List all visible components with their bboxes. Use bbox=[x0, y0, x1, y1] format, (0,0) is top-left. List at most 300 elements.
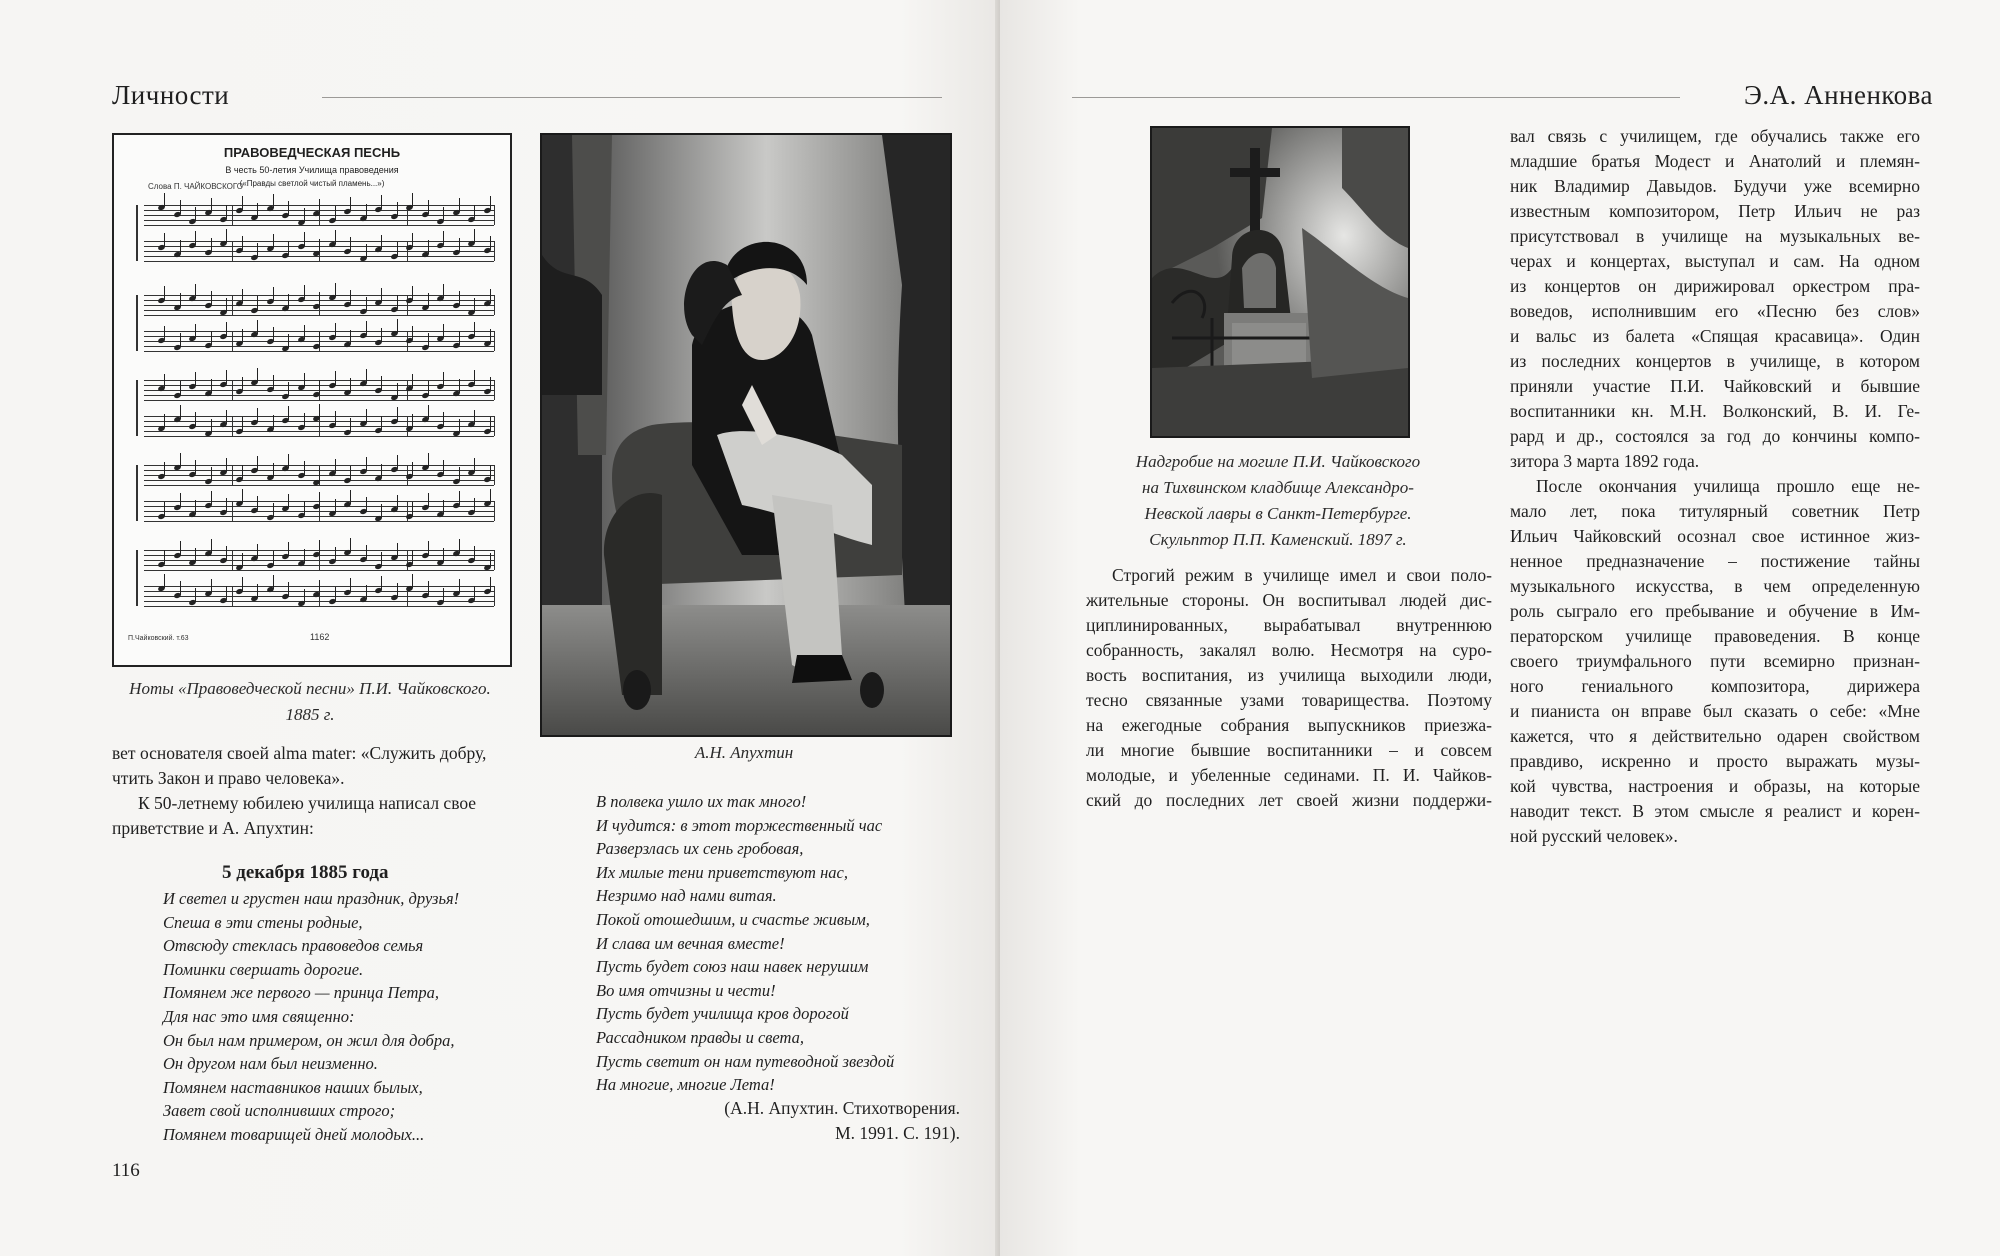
note-stem bbox=[288, 494, 289, 508]
note-stem bbox=[350, 538, 351, 552]
note-stem bbox=[257, 456, 258, 470]
bar-line bbox=[407, 241, 408, 261]
note-stem bbox=[366, 204, 367, 218]
caption-line: Надгробие на могиле П.И. Чайковского bbox=[1135, 452, 1421, 471]
bar-line bbox=[232, 416, 233, 436]
body-line: из последних концертов в училище, в котором bbox=[1510, 351, 1920, 371]
note-stem bbox=[350, 330, 351, 344]
note-stem bbox=[350, 378, 351, 392]
note-stem bbox=[459, 579, 460, 593]
bar-line bbox=[494, 416, 495, 436]
note-stem bbox=[366, 244, 367, 258]
note-stem bbox=[319, 199, 320, 213]
note-stem bbox=[335, 587, 336, 601]
note-stem bbox=[164, 374, 165, 388]
poem-line: Пусть светит он нам путеводной звездой bbox=[596, 1051, 895, 1071]
note-stem bbox=[242, 377, 243, 391]
note-stem bbox=[397, 319, 398, 333]
note-stem bbox=[180, 453, 181, 467]
note-stem bbox=[288, 542, 289, 556]
note-stem bbox=[350, 290, 351, 304]
body-line: молодые, и убеленные сединами. П. И. Чайков- bbox=[1086, 765, 1492, 785]
note-stem bbox=[381, 328, 382, 342]
music-staff bbox=[144, 241, 494, 261]
body-line: чтить Закон и право человека». bbox=[112, 768, 345, 788]
note-stem bbox=[226, 410, 227, 424]
note-stem bbox=[443, 207, 444, 221]
note-stem bbox=[428, 200, 429, 214]
note-stem bbox=[459, 539, 460, 553]
note-stem bbox=[490, 577, 491, 591]
note-stem bbox=[257, 243, 258, 257]
note-stem bbox=[319, 380, 320, 394]
note-stem bbox=[195, 588, 196, 602]
note-stem bbox=[428, 581, 429, 595]
staff-line bbox=[144, 351, 494, 352]
header-rule-right bbox=[1072, 97, 1680, 98]
note-stem bbox=[242, 289, 243, 303]
note-stem bbox=[366, 297, 367, 311]
body-line: кажется, что я действительно одарен свойством bbox=[1510, 726, 1920, 746]
note-stem bbox=[195, 500, 196, 514]
music-staff bbox=[144, 550, 494, 570]
note-stem bbox=[180, 200, 181, 214]
grave-photo bbox=[1150, 126, 1410, 438]
note-stem bbox=[211, 331, 212, 345]
note-stem bbox=[211, 198, 212, 212]
music-staff bbox=[144, 331, 494, 351]
note-stem bbox=[490, 489, 491, 503]
note-stem bbox=[397, 583, 398, 597]
portrait-image bbox=[542, 135, 950, 735]
note-stem bbox=[428, 541, 429, 555]
note-stem bbox=[211, 379, 212, 393]
note-stem bbox=[397, 407, 398, 421]
note-stem bbox=[288, 201, 289, 215]
note-stem bbox=[412, 414, 413, 428]
note-stem bbox=[443, 500, 444, 514]
bar-line bbox=[494, 586, 495, 606]
running-head-left: Личности bbox=[112, 80, 230, 110]
note-stem bbox=[490, 289, 491, 303]
note-stem bbox=[474, 229, 475, 243]
note-stem bbox=[412, 193, 413, 207]
note-stem bbox=[211, 579, 212, 593]
note-stem bbox=[242, 553, 243, 567]
note-stem bbox=[288, 382, 289, 396]
note-stem bbox=[350, 466, 351, 480]
body-line: вость воспитания, из училища выходили люди, bbox=[1086, 665, 1492, 685]
poem-line: Завет свой исполнивших строго; bbox=[163, 1101, 396, 1121]
note-stem bbox=[335, 323, 336, 337]
body-line: циплинированных, вырабатывал внутреннюю bbox=[1086, 615, 1492, 635]
poem-line: Поминки свершать дорогие. bbox=[163, 959, 364, 979]
note-stem bbox=[381, 376, 382, 390]
note-stem bbox=[304, 589, 305, 603]
music-staff bbox=[144, 416, 494, 436]
note-stem bbox=[164, 574, 165, 588]
note-stem bbox=[397, 242, 398, 256]
body-line: ненное предназначение – постижение тайны bbox=[1510, 551, 1920, 571]
body-line: зитора 3 марта 1892 года. bbox=[1510, 451, 1700, 471]
note-stem bbox=[288, 241, 289, 255]
note-stem bbox=[459, 419, 460, 433]
note-stem bbox=[319, 404, 320, 418]
note-stem bbox=[164, 233, 165, 247]
note-stem bbox=[490, 417, 491, 431]
note-stem bbox=[490, 465, 491, 479]
staff-line bbox=[144, 570, 494, 571]
body-line: мало лет, пока титулярный советник Петр bbox=[1510, 501, 1920, 521]
poem-line: Помянем товарищей дней молодых... bbox=[163, 1124, 425, 1144]
note-stem bbox=[474, 498, 475, 512]
note-stem bbox=[335, 230, 336, 244]
note-stem bbox=[474, 458, 475, 472]
note-stem bbox=[211, 539, 212, 553]
note-stem bbox=[412, 502, 413, 516]
note-stem bbox=[459, 491, 460, 505]
note-stem bbox=[242, 417, 243, 431]
right-page bbox=[1000, 0, 2000, 1256]
score-credit: Слова П. ЧАЙКОВСКОГО bbox=[148, 182, 243, 191]
note-stem bbox=[397, 202, 398, 216]
note-stem bbox=[304, 461, 305, 475]
note-stem bbox=[319, 580, 320, 594]
bar-line bbox=[494, 331, 495, 351]
note-stem bbox=[490, 196, 491, 210]
note-stem bbox=[180, 240, 181, 254]
citation-line-2: М. 1991. С. 191). bbox=[835, 1123, 960, 1143]
body-line: ник Владимир Давыдов. Будучи уже всемирно bbox=[1510, 176, 1920, 196]
note-stem bbox=[226, 205, 227, 219]
staff-line bbox=[144, 436, 494, 437]
poem-line: И слава им вечная вместе! bbox=[596, 933, 785, 953]
note-stem bbox=[226, 322, 227, 336]
note-stem bbox=[180, 333, 181, 347]
note-stem bbox=[180, 381, 181, 395]
note-stem bbox=[304, 413, 305, 427]
note-stem bbox=[164, 414, 165, 428]
note-stem bbox=[211, 238, 212, 252]
note-stem bbox=[257, 544, 258, 558]
score-title: ПРАВОВЕДЧЕСКАЯ ПЕСНЬ bbox=[223, 145, 401, 160]
grave-caption bbox=[1098, 449, 1458, 553]
note-stem bbox=[474, 298, 475, 312]
poem-line: Отвсюду стеклась правоведов семья bbox=[163, 936, 424, 956]
poem-line: Пусть будет союз наш навек нерушим bbox=[596, 957, 869, 977]
note-stem bbox=[381, 552, 382, 566]
note-stem bbox=[397, 495, 398, 509]
note-stem bbox=[490, 377, 491, 391]
body-column-2 bbox=[1510, 124, 1920, 849]
music-staff bbox=[144, 501, 494, 521]
note-stem bbox=[180, 581, 181, 595]
staff-line bbox=[144, 225, 494, 226]
note-stem bbox=[304, 501, 305, 515]
body-line: ной русский человек». bbox=[1510, 826, 1678, 846]
note-stem bbox=[335, 371, 336, 385]
note-stem bbox=[366, 409, 367, 423]
caption-line: Скульптор П.П. Каменский. 1897 г. bbox=[1149, 530, 1407, 549]
bar-line bbox=[494, 295, 495, 315]
note-stem bbox=[164, 550, 165, 564]
note-stem bbox=[443, 548, 444, 562]
staff-line bbox=[144, 261, 494, 262]
note-stem bbox=[459, 467, 460, 481]
note-stem bbox=[304, 232, 305, 246]
page-number: 116 bbox=[112, 1160, 140, 1181]
note-stem bbox=[397, 295, 398, 309]
body-line: младшие братья Модест и Анатолий и племян- bbox=[1510, 151, 1920, 171]
note-stem bbox=[443, 284, 444, 298]
poem-line: Помянем же первого — принца Петра, bbox=[163, 983, 440, 1003]
score-caption-line-2: 1885 г. bbox=[285, 705, 335, 724]
note-stem bbox=[397, 455, 398, 469]
body-line: своего триумфального пути всемирно признан- bbox=[1510, 651, 1920, 671]
staff-line bbox=[144, 606, 494, 607]
poem-line: Он был нам примером, он жил для добра, bbox=[163, 1030, 455, 1050]
poem-line: И чудится: в этот торжественный час bbox=[596, 815, 883, 835]
note-stem bbox=[195, 324, 196, 338]
note-stem bbox=[195, 284, 196, 298]
body-line: рард и др., состоялся за год до кончины компо- bbox=[1510, 426, 1920, 446]
note-stem bbox=[366, 457, 367, 471]
body-line: приветствие и А. Апухтин: bbox=[112, 818, 314, 838]
poem-line: Спеша в эти стены родные, bbox=[163, 912, 363, 932]
poem-line: В полвека ушло их так много! bbox=[596, 792, 807, 811]
note-stem bbox=[164, 286, 165, 300]
note-stem bbox=[242, 196, 243, 210]
body-line: тесно связанные узами товарищества. Поэтому bbox=[1086, 690, 1492, 710]
note-stem bbox=[180, 293, 181, 307]
note-stem bbox=[195, 231, 196, 245]
note-stem bbox=[257, 203, 258, 217]
bar-line bbox=[232, 465, 233, 485]
body-line: присутствовал в училище на музыкальных ве- bbox=[1510, 226, 1920, 246]
poem-title: 5 декабря 1885 года bbox=[222, 862, 389, 883]
staff-line bbox=[144, 400, 494, 401]
poem-line: Для нас это имя священно: bbox=[163, 1006, 355, 1026]
note-stem bbox=[366, 369, 367, 383]
body-line: кой чувства, настроения и образы, на которые bbox=[1510, 776, 1920, 796]
note-stem bbox=[226, 298, 227, 312]
note-stem bbox=[412, 326, 413, 340]
note-stem bbox=[226, 498, 227, 512]
poem-line: Он другом нам был неизменно. bbox=[163, 1054, 378, 1074]
note-stem bbox=[319, 239, 320, 253]
staff-brace bbox=[136, 501, 138, 521]
note-stem bbox=[366, 585, 367, 599]
note-stem bbox=[180, 493, 181, 507]
note-stem bbox=[381, 504, 382, 518]
note-stem bbox=[335, 499, 336, 513]
note-stem bbox=[490, 236, 491, 250]
note-stem bbox=[350, 197, 351, 211]
note-stem bbox=[273, 463, 274, 477]
note-stem bbox=[428, 240, 429, 254]
bar-line bbox=[232, 241, 233, 261]
note-stem bbox=[428, 453, 429, 467]
body-line: Ильич Чайковский осознал свое истинное жиз- bbox=[1510, 526, 1920, 546]
body-line: К 50-летнему юбилею училища написал свое bbox=[138, 793, 477, 813]
note-stem bbox=[257, 408, 258, 422]
staff-line bbox=[144, 315, 494, 316]
note-stem bbox=[195, 207, 196, 221]
note-stem bbox=[273, 375, 274, 389]
note-stem bbox=[381, 288, 382, 302]
bar-line bbox=[494, 501, 495, 521]
note-stem bbox=[350, 490, 351, 504]
music-score bbox=[112, 133, 512, 667]
note-stem bbox=[211, 291, 212, 305]
citation-line-1: (А.Н. Апухтин. Стихотворения. bbox=[724, 1098, 960, 1118]
bar-line bbox=[232, 501, 233, 521]
note-stem bbox=[335, 459, 336, 473]
score-caption-line-1: Ноты «Правоведческой песни» П.И. Чайковского. bbox=[129, 679, 491, 698]
note-stem bbox=[397, 383, 398, 397]
note-stem bbox=[428, 493, 429, 507]
note-stem bbox=[195, 372, 196, 386]
note-stem bbox=[366, 321, 367, 335]
music-staff bbox=[144, 295, 494, 315]
note-stem bbox=[288, 454, 289, 468]
note-stem bbox=[335, 283, 336, 297]
staff-brace bbox=[136, 416, 138, 436]
body-line: собранность, закалял волю. Несмотря на суро- bbox=[1086, 640, 1492, 660]
note-stem bbox=[381, 416, 382, 430]
note-stem bbox=[474, 322, 475, 336]
bar-line bbox=[494, 241, 495, 261]
note-stem bbox=[474, 205, 475, 219]
note-stem bbox=[273, 415, 274, 429]
body-text-left bbox=[112, 741, 512, 841]
note-stem bbox=[428, 405, 429, 419]
note-stem bbox=[335, 547, 336, 561]
score-footer-number: 1162 bbox=[310, 632, 330, 642]
note-stem bbox=[226, 370, 227, 384]
note-stem bbox=[459, 291, 460, 305]
note-stem bbox=[211, 467, 212, 481]
note-stem bbox=[164, 462, 165, 476]
bar-line bbox=[232, 205, 233, 225]
poem-line: Незримо над нами витая. bbox=[596, 886, 777, 906]
note-stem bbox=[366, 497, 367, 511]
note-stem bbox=[474, 410, 475, 424]
body-column-1 bbox=[1086, 563, 1492, 813]
note-stem bbox=[474, 370, 475, 384]
note-stem bbox=[195, 412, 196, 426]
note-stem bbox=[288, 334, 289, 348]
note-stem bbox=[304, 208, 305, 222]
poem-line: Пусть будет училища кров дорогой bbox=[596, 1004, 849, 1024]
note-stem bbox=[474, 586, 475, 600]
note-stem bbox=[319, 332, 320, 346]
note-stem bbox=[412, 462, 413, 476]
body-line: ли многие бывшие воспитанники – и совсем bbox=[1086, 740, 1492, 760]
note-stem bbox=[412, 574, 413, 588]
bar-line bbox=[232, 380, 233, 400]
note-stem bbox=[242, 465, 243, 479]
body-line: на ежегодные собрания выпускников приезжа- bbox=[1086, 715, 1492, 735]
body-line: роль сыграло его пребывание и обучение в Им- bbox=[1510, 601, 1920, 621]
body-line: и вальс из балета «Спящая красавица». Один bbox=[1510, 326, 1920, 346]
note-stem bbox=[211, 419, 212, 433]
grave-image bbox=[1152, 128, 1408, 436]
bar-line bbox=[494, 205, 495, 225]
portrait-photo bbox=[540, 133, 952, 737]
body-line: Строгий режим в училище имел и свои поло- bbox=[1112, 565, 1492, 585]
body-line: После окончания училища прошло еще не- bbox=[1536, 476, 1920, 496]
note-stem bbox=[350, 237, 351, 251]
poem-line: Помянем наставников наших былых, bbox=[163, 1077, 423, 1097]
score-caption bbox=[112, 676, 508, 728]
staff-line bbox=[144, 485, 494, 486]
note-stem bbox=[319, 492, 320, 506]
note-stem bbox=[164, 502, 165, 516]
score-subtitle: В честь 50-летия Училища правоведения bbox=[225, 165, 399, 175]
note-stem bbox=[459, 379, 460, 393]
bar-line bbox=[232, 331, 233, 351]
note-stem bbox=[273, 194, 274, 208]
note-stem bbox=[273, 327, 274, 341]
poem-line: Разверзлась их сень гробовая, bbox=[596, 839, 804, 859]
note-stem bbox=[226, 546, 227, 560]
note-stem bbox=[257, 296, 258, 310]
body-line: ного гениального композитора, дирижера bbox=[1510, 676, 1920, 696]
note-stem bbox=[226, 586, 227, 600]
staff-brace bbox=[136, 241, 138, 261]
header-rule-left bbox=[322, 97, 942, 98]
note-stem bbox=[257, 368, 258, 382]
note-stem bbox=[381, 195, 382, 209]
music-staff bbox=[144, 205, 494, 225]
bar-line bbox=[232, 586, 233, 606]
note-stem bbox=[459, 198, 460, 212]
note-stem bbox=[428, 381, 429, 395]
note-stem bbox=[242, 489, 243, 503]
body-line: воведов, исполнившим его «Песню без слов» bbox=[1510, 301, 1920, 321]
note-stem bbox=[273, 503, 274, 517]
note-stem bbox=[226, 458, 227, 472]
body-line: жительные стороны. Он воспитывал людей дис- bbox=[1086, 590, 1492, 610]
note-stem bbox=[335, 206, 336, 220]
body-line: ский до последних лет своей жизни поддержи- bbox=[1086, 790, 1492, 810]
note-stem bbox=[273, 551, 274, 565]
staff-brace bbox=[136, 331, 138, 351]
note-stem bbox=[319, 540, 320, 554]
note-stem bbox=[381, 576, 382, 590]
note-stem bbox=[443, 231, 444, 245]
bar-line bbox=[232, 550, 233, 570]
note-stem bbox=[288, 406, 289, 420]
poem-column-1 bbox=[163, 887, 459, 1147]
note-stem bbox=[335, 411, 336, 425]
body-line: наводит текст. В этом смысле я реалист и корен- bbox=[1510, 801, 1920, 821]
note-stem bbox=[459, 238, 460, 252]
staff-line bbox=[144, 521, 494, 522]
body-line: вет основателя своей alma mater: «Служить добру, bbox=[112, 743, 487, 763]
poem-line: Во имя отчизны и чести! bbox=[596, 980, 776, 1000]
note-stem bbox=[412, 550, 413, 564]
note-stem bbox=[319, 292, 320, 306]
note-stem bbox=[304, 325, 305, 339]
note-stem bbox=[443, 372, 444, 386]
body-line: правдиво, искренно и просто выражать музы- bbox=[1510, 751, 1920, 771]
note-stem bbox=[443, 324, 444, 338]
caption-line: Невской лавры в Санкт-Петербурге. bbox=[1144, 504, 1412, 523]
note-stem bbox=[226, 229, 227, 243]
body-line: и пианиста он вправе был сказать о себе: «Мне bbox=[1510, 701, 1920, 721]
